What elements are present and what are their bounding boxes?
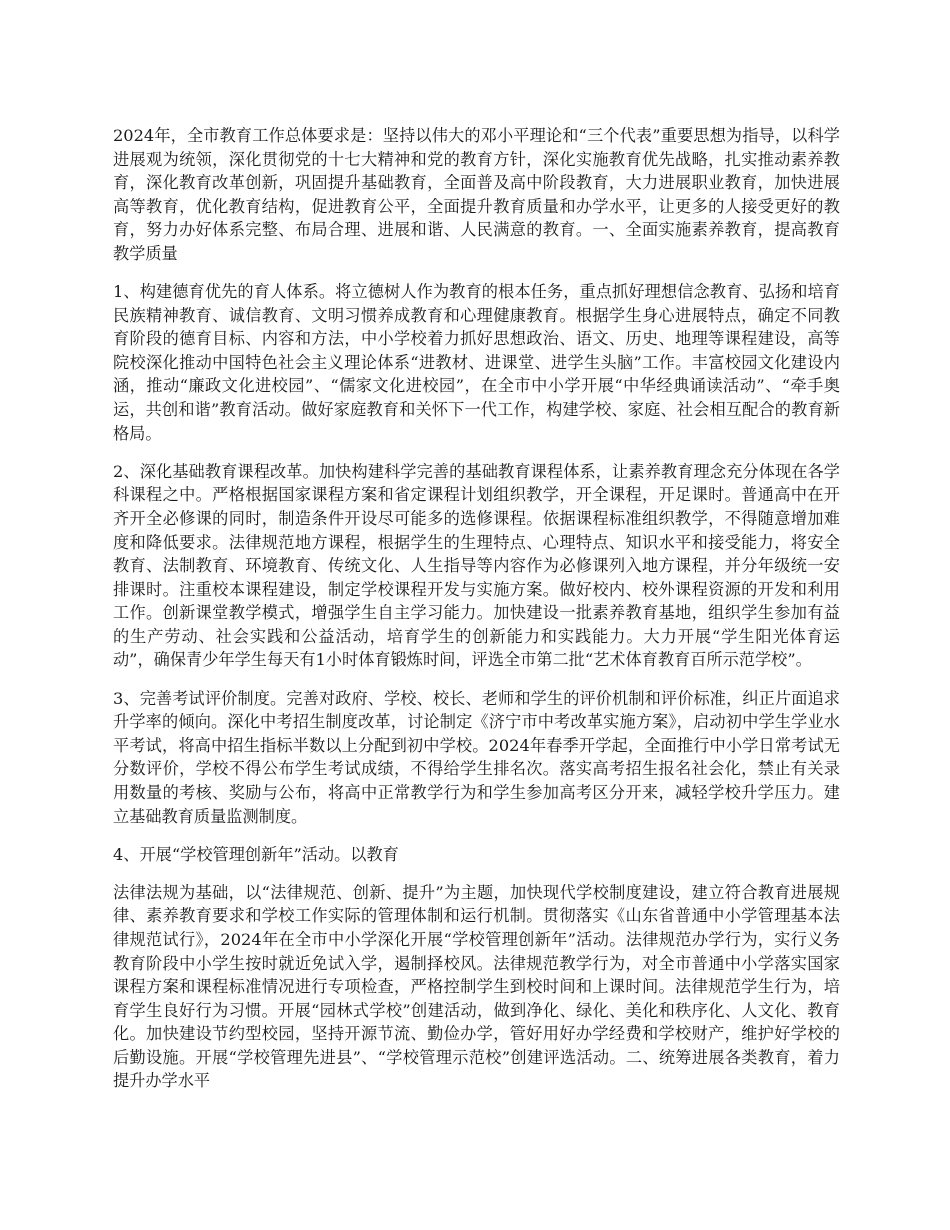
paragraph-curriculum-reform: 2、深化基础教育课程改革。加快构建科学完善的基础教育课程体系，让素养教育理念充分体现在各学科课程之中。严格根据国家课程方案和省定课程计划组织教学，开全课程，开足课时。普通高中在开齐开全必修课的同时，制造条件开设尽可能多的选修课程。依据课程标准组织教学，不得随意增加难度和降低要求。法律规范地方课程，根据学生的生理特点、心理特点、知识水平和接受能力，将安全教育、法制教育、环境教育、传统文化、人生指导等内容作为必修课列入地方课程，并分年级统一安排课时。注重校本课程建设，制定学校课程开发与实施方案。做好校内、校外课程资源的开发和利用工作。创新课堂教学模式，增强学生自主学习能力。加快建设一批素养教育基地，组织学生参加有益的生产劳动、社会实践和公益活动，培育学生的创新能力和实践能力。大力开展“学生阳光体育运动”，确保青少年学生每天有1小时体育锻炼时间，评选全市第二批“艺术体育教育百所示范学校”。 bbox=[113, 461, 840, 670]
paragraph-management-innovation-heading: 4、开展“学校管理创新年”活动。以教育 bbox=[113, 844, 399, 864]
paragraph-moral-education: 1、构建德育优先的育人体系。将立德树人作为教育的根本任务，重点抓好理想信念教育、弘扬和培育民族精神教育、诚信教育、文明习惯养成教育和心理健康教育。根据学生身心进展特点，确定不同教育阶段的德育目标、内容和方法，中小学校着力抓好思想政治、语文、历史、地理等课程建设，高等院校深化推动中国特色社会主义理论体系“进教材、进课堂、进学生头脑”工作。丰富校园文化建设内涵，推动“廉政文化进校园”、“儒家文化进校园”，在全市中小学开展“中华经典诵读活动”、“牵手奥运，共创和谐”教育活动。做好家庭教育和关怀下一代工作，构建学校、家庭、社会相互配合的教育新格局。 bbox=[113, 282, 840, 443]
document-body bbox=[113, 124, 840, 1108]
paragraph-general-requirements: 2024年，全市教育工作总体要求是：坚持以伟大的邓小平理论和“三个代表”重要思想为指导，以科学进展观为统领，深化贯彻党的十七大精神和党的教育方针，深化实施教育优先战略，扎实推动素养教育，深化教育改革创新，巩固提升基础教育，全面普及高中阶段教育，大力进展职业教育，加快进展高等教育，优化教育结构，促进教育公平，全面提升教育质量和办学水平，让更多的人接受更好的教育，努力办好体系完整、布局合理、进展和谐、人民满意的教育。一、全面实施素养教育，提高教育教学质量 bbox=[113, 126, 840, 263]
paragraph-exam-evaluation: 3、完善考试评价制度。完善对政府、学校、校长、老师和学生的评价机制和评价标准，纠正片面追求升学率的倾向。深化中考招生制度改革，讨论制定《济宁市中考改革实施方案》，启动初中学生学业水平考试，将高中招生指标半数以上分配到初中学校。2024年春季开学起，全面推行中小学日常考试无分数评价，学校不得公布学生考试成绩，不得给学生排名次。落实高考招生报名社会化，禁止有关录用数量的考核、奖励与公布，将高中正常教学行为和学生参加高考区分开来，减轻学校升学压力。建立基础教育质量监测制度。 bbox=[113, 688, 840, 826]
paragraph-management-innovation-body: 法律法规为基础，以“法律规范、创新、提升”为主题，加快现代学校制度建设，建立符合教育进展规律、素养教育要求和学校工作实际的管理体制和运行机制。贯彻落实《山东省普通中小学管理基本法律规范试行》，2024年在全市中小学深化开展“学校管理创新年”活动。法律规范办学行为，实行义务教育阶段中小学生按时就近免试入学，遏制择校风。法律规范教学行为，对全市普通中小学落实国家课程方案和课程标准情况进行专项检查，严格控制学生到校时间和上课时间。法律规范学生行为，培育学生良好行为习惯。开展“园林式学校”创建活动，做到净化、绿化、美化和秩序化、人文化、教育化。加快建设节约型校园，坚持开源节流、勤俭办学，管好用好办学经费和学校财产，维护好学校的后勤设施。开展“学校管理先进县”、“学校管理示范校”创建评选活动。二、统筹进展各类教育，着力提升办学水平 bbox=[113, 882, 840, 1091]
